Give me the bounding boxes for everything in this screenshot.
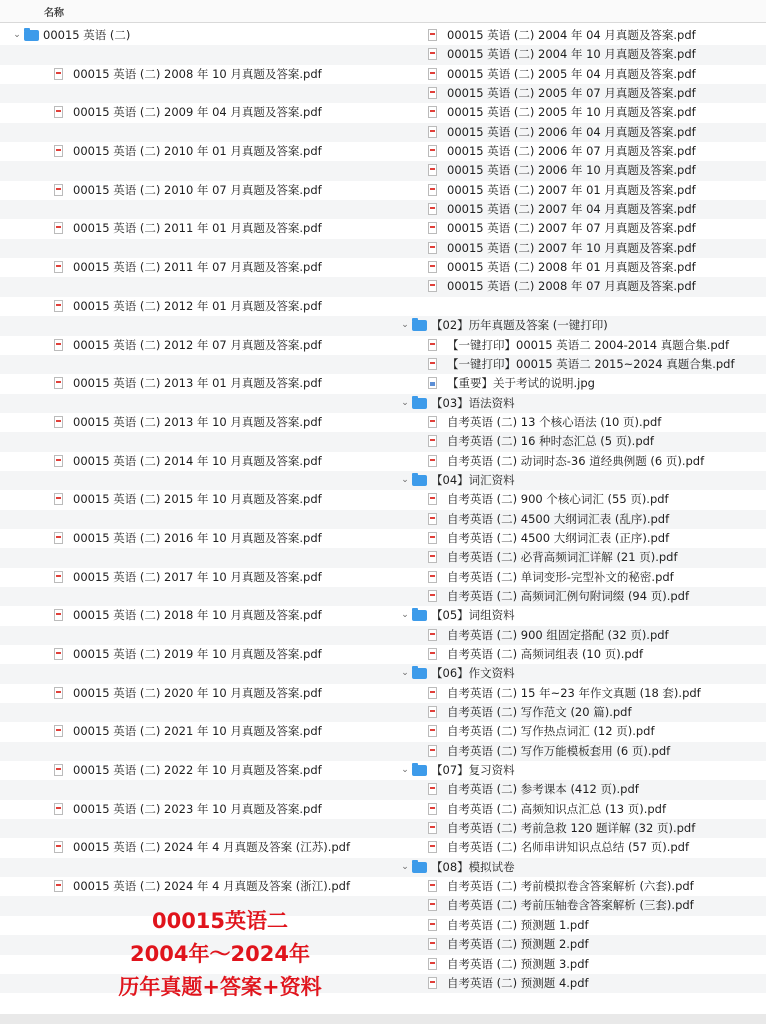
file-row[interactable] — [12, 761, 392, 780]
pdf-file-icon — [428, 551, 437, 563]
file-row[interactable] — [12, 65, 392, 84]
pdf-file-icon — [428, 29, 437, 41]
file-label: 00015 英语 (二) 2009 年 04 月真题及答案.pdf — [73, 105, 322, 120]
file-label: 00015 英语 (二) 2006 年 04 月真题及答案.pdf — [447, 124, 696, 139]
file-label: 00015 英语 (二) 2010 年 04 月真题及答案.pdf — [73, 163, 322, 178]
pdf-file-icon — [428, 899, 437, 911]
file-label: 00015 英语 (二) 2006 年 07 月真题及答案.pdf — [447, 144, 696, 159]
file-label: 【一键打印】00015 英语二 2015~2024 真题合集.pdf — [447, 356, 735, 371]
file-row[interactable] — [12, 258, 392, 277]
pdf-file-icon — [428, 783, 437, 795]
chevron-down-icon[interactable]: ⌄ — [401, 765, 409, 776]
empty-row — [386, 297, 766, 316]
file-label: 00015 英语 (二) 2010 年 07 月真题及答案.pdf — [73, 182, 322, 197]
folder-label: 【07】复习资料 — [431, 763, 515, 778]
pdf-file-icon — [54, 184, 63, 196]
pdf-file-icon — [428, 687, 437, 699]
file-label: 00015 英语 (二) 2005 年 10 月真题及答案.pdf — [447, 105, 696, 120]
pdf-file-icon — [54, 687, 63, 699]
pdf-file-icon — [428, 725, 437, 737]
file-label: 自考英语 (二) 写作范文 (20 篇).pdf — [447, 705, 632, 720]
pdf-file-icon — [54, 106, 63, 118]
pdf-file-icon — [428, 880, 437, 892]
file-row[interactable] — [386, 529, 766, 548]
file-row[interactable] — [386, 780, 766, 799]
file-label: 00015 英语 (二) 2021 年 04 月真题及答案.pdf — [73, 705, 322, 720]
file-label: 00015 英语 (二) 2009 年 07 月真题及答案.pdf — [73, 124, 322, 139]
file-label: 00015 英语 (二) 2015 年 10 月真题及答案.pdf — [73, 492, 322, 507]
file-label: 自考英语 (二) 16 种时态汇总 (5 页).pdf — [447, 434, 654, 449]
chevron-down-icon[interactable]: ⌄ — [27, 49, 35, 60]
file-row[interactable] — [386, 568, 766, 587]
folder-row[interactable] — [386, 471, 766, 490]
folder-label: 【03】语法资料 — [431, 395, 515, 410]
pdf-file-icon — [428, 339, 437, 351]
pdf-file-icon — [54, 145, 63, 157]
file-row[interactable] — [12, 529, 392, 548]
file-label: 自考英语 (二) 动词时态-36 道经典例题 (6 页).pdf — [447, 453, 705, 468]
file-label: 自考英语 (二) 预测题 2.pdf — [447, 937, 589, 952]
folder-row[interactable] — [386, 606, 766, 625]
file-row[interactable] — [386, 413, 766, 432]
pdf-file-icon — [428, 919, 437, 931]
file-label: 00015 英语 (二) 2019 年 4 月真题及答案.pdf — [73, 627, 315, 642]
file-row[interactable] — [386, 838, 766, 857]
file-row[interactable] — [386, 200, 766, 219]
pdf-file-icon — [428, 416, 437, 428]
file-row[interactable] — [386, 258, 766, 277]
pdf-file-icon — [428, 106, 437, 118]
file-row[interactable] — [386, 45, 766, 64]
file-row[interactable] — [386, 703, 766, 722]
pdf-file-icon — [428, 184, 437, 196]
pdf-file-icon — [54, 880, 63, 892]
file-label: 00015 英语 (二) 2018 年 4 月真题及答案.pdf — [73, 588, 315, 603]
pdf-file-icon — [428, 532, 437, 544]
file-row[interactable] — [386, 123, 766, 142]
file-label: 00015 英语 (二) 2011 年 04 月真题及答案.pdf — [73, 240, 322, 255]
file-label: 自考英语 (二) 900 个核心词汇 (55 页).pdf — [447, 492, 669, 507]
file-label: 00015 英语 (二) 2011 年 01 月真题及答案.pdf — [73, 221, 322, 236]
file-label: 自考英语 (二) 高频词组表 (10 页).pdf — [447, 647, 644, 661]
pdf-file-icon — [428, 203, 437, 215]
chevron-down-icon[interactable]: ⌄ — [13, 30, 21, 40]
file-label: 自考英语 (二) 单词变形-完型补文的秘密.pdf — [447, 569, 674, 584]
file-label: 自考英语 (二) 考前急救 120 题详解 (32 页).pdf — [447, 821, 696, 836]
file-label: 00015 英语 (二) 2010 年 01 月真题及答案.pdf — [73, 144, 322, 159]
file-row[interactable] — [386, 626, 766, 645]
pdf-file-icon — [54, 764, 63, 776]
folder-label: 【08】模拟试卷 — [431, 859, 515, 874]
column-header[interactable] — [0, 0, 766, 23]
file-label: 00015 英语 (二) 2007 年 01 月真题及答案.pdf — [447, 182, 696, 197]
file-label: 自考英语 (二) 高频知识点汇总 (13 页).pdf — [447, 801, 667, 816]
file-label: 00015 英语 (二) 2010 年 10 月真题及答案.pdf — [73, 202, 322, 217]
folder-label: 【04】词汇资料 — [431, 472, 515, 487]
pdf-file-icon — [428, 571, 437, 583]
file-row[interactable] — [386, 800, 766, 819]
folder-icon — [24, 30, 39, 41]
file-label: 00015 英语 (二) 2006 年 10 月真题及答案.pdf — [447, 163, 696, 178]
chevron-down-icon[interactable]: ⌄ — [401, 610, 409, 621]
file-label: 00015 英语 (二) 2005 年 07 月真题及答案.pdf — [447, 86, 696, 101]
file-label: 自考英语 (二) 预测题 4.pdf — [447, 975, 589, 990]
pdf-file-icon — [54, 339, 63, 351]
file-tree-right — [386, 26, 766, 993]
pdf-file-icon — [428, 822, 437, 834]
pdf-file-icon — [54, 377, 63, 389]
file-row[interactable] — [386, 896, 766, 915]
folder-label: 【06】作文资料 — [431, 666, 515, 681]
image-file-icon — [428, 377, 437, 389]
file-row[interactable] — [386, 684, 766, 703]
file-row[interactable] — [12, 684, 392, 703]
file-row[interactable] — [386, 916, 766, 935]
file-label: 00015 英语 (二) 2023 年 10 月真题及答案.pdf — [73, 801, 322, 816]
file-row[interactable] — [386, 355, 766, 374]
folder-icon — [412, 475, 427, 486]
file-tree-left — [12, 26, 392, 896]
file-row[interactable] — [386, 432, 766, 451]
file-row[interactable] — [12, 452, 392, 471]
file-row[interactable] — [12, 722, 392, 741]
pdf-file-icon — [54, 300, 63, 312]
file-row[interactable] — [386, 742, 766, 761]
pdf-file-icon — [428, 242, 437, 254]
pdf-file-icon — [428, 164, 437, 176]
name-column-label[interactable]: 名称 — [44, 8, 64, 19]
file-row[interactable] — [386, 935, 766, 954]
file-label: 00015 英语 (二) 2013 年 01 月真题及答案.pdf — [73, 376, 322, 391]
file-label: 自考英语 (二) 预测题 3.pdf — [447, 956, 589, 971]
pdf-file-icon — [428, 68, 437, 80]
pdf-file-icon — [54, 571, 63, 583]
file-row[interactable] — [386, 161, 766, 180]
folder-row[interactable] — [386, 394, 766, 413]
pdf-file-icon — [428, 977, 437, 989]
file-label: 00015 英语 (二) 2008 年 01 月真题及答案.pdf — [447, 260, 696, 275]
file-label: 自考英语 (二) 预测题 1.pdf — [447, 917, 589, 932]
folder-label: 【02】历年真题及答案 (一键打印) — [431, 318, 608, 333]
file-row[interactable] — [12, 413, 392, 432]
pdf-file-icon — [54, 68, 63, 80]
promo-line-1: 00015英语二 — [151, 909, 289, 933]
file-label: 【重要】关于考试的说明.jpg — [447, 376, 595, 391]
file-label: 自考英语 (二) 写作热点词汇 (12 页).pdf — [447, 724, 655, 739]
pdf-file-icon — [428, 493, 437, 505]
file-label: 00015 英语 (二) 2017 年 10 月真题及答案.pdf — [73, 569, 322, 584]
file-label: 00015 英语 (二) 2024 年 4 月真题及答案 (上海).pdf — [73, 859, 351, 874]
promo-overlay — [70, 905, 370, 1004]
pdf-file-icon — [54, 416, 63, 428]
pdf-file-icon — [54, 455, 63, 467]
folder-label: 00015 英语 (二) — [43, 28, 131, 42]
file-label: 00015 英语 (二) 2007 年 04 月真题及答案.pdf — [447, 202, 696, 217]
file-row[interactable] — [12, 877, 392, 896]
bottom-scrollbar[interactable] — [0, 1014, 766, 1024]
file-label: 00015 英语 (二) 2007 年 10 月真题及答案.pdf — [447, 240, 696, 255]
file-label: 自考英语 (二) 参考课本 (412 页).pdf — [447, 782, 639, 797]
file-row[interactable] — [386, 219, 766, 238]
pdf-file-icon — [428, 629, 437, 641]
file-label: 00015 英语 (二) 2019 年 10 月真题及答案.pdf — [73, 647, 322, 661]
file-label: 自考英语 (二) 4500 大纲词汇表 (正序).pdf — [447, 530, 670, 545]
file-label: 00015 英语 (二) 2012 年 04 月真题及答案.pdf — [73, 318, 322, 333]
pdf-file-icon — [428, 87, 437, 99]
folder-row[interactable] — [386, 316, 766, 335]
file-label: 00015 英语 (二) 2013 年 10 月真题及答案.pdf — [73, 414, 322, 429]
promo-line-3: 历年真题+答案+资料 — [118, 975, 322, 999]
file-label: 00015 英语 (二) 2012 年 01 月真题及答案.pdf — [73, 298, 322, 313]
file-label: 00015 英语 (二) 2024 年 4 月真题及答案 (广东).pdf — [73, 821, 351, 836]
folder-row[interactable] — [386, 858, 766, 877]
folder-row[interactable] — [386, 761, 766, 780]
pdf-file-icon — [54, 803, 63, 815]
pdf-file-icon — [54, 648, 63, 660]
chevron-down-icon[interactable]: ⌄ — [401, 668, 409, 679]
file-label: 00015 英语 (二) 2012 年 07 月真题及答案.pdf — [73, 337, 322, 352]
file-row[interactable] — [12, 181, 392, 200]
file-label: 自考英语 (二) 考前压轴卷含答案解析 (三套).pdf — [447, 898, 694, 913]
file-label: 自考英语 (二) 必背高频词汇详解 (21 页).pdf — [447, 550, 678, 565]
file-row[interactable] — [386, 974, 766, 993]
file-label: 【一键打印】00015 英语二 2004-2014 真题合集.pdf — [447, 337, 730, 352]
pdf-file-icon — [428, 435, 437, 447]
pdf-file-icon — [428, 938, 437, 950]
folder-icon — [412, 398, 427, 409]
file-label: 00015 英语 (二) 2023 年 04 月真题及答案.pdf — [73, 782, 322, 797]
file-row[interactable] — [12, 336, 392, 355]
file-row[interactable] — [12, 568, 392, 587]
folder-label: 【01】历年真题及答案 (2004～2024) — [57, 47, 258, 62]
file-label: 自考英语 (二) 名师串讲知识点总结 (57 页).pdf — [447, 840, 690, 855]
file-label: 00015 英语 (二) 2008 年 07 月真题及答案.pdf — [447, 279, 696, 294]
file-row[interactable] — [386, 84, 766, 103]
file-row[interactable] — [12, 374, 392, 393]
file-label: 00015 英语 (二) 2014 年 04 月真题及答案.pdf — [73, 434, 322, 449]
file-row[interactable] — [12, 800, 392, 819]
file-row[interactable] — [12, 838, 392, 857]
pdf-file-icon — [428, 745, 437, 757]
file-label: 自考英语 (二) 4500 大纲词汇表 (乱序).pdf — [447, 511, 670, 526]
pdf-file-icon — [428, 590, 437, 602]
folder-icon — [412, 320, 427, 331]
file-label: 00015 英语 (二) 2016 年 10 月真题及答案.pdf — [73, 530, 322, 545]
folder-row[interactable] — [12, 26, 392, 45]
pdf-file-icon — [428, 358, 437, 370]
file-label: 自考英语 (二) 15 年~23 年作文真题 (18 套).pdf — [447, 685, 701, 700]
folder-icon — [412, 610, 427, 621]
file-row[interactable] — [386, 645, 766, 664]
file-label: 00015 英语 (二) 2013 年 04 月真题及答案.pdf — [73, 395, 322, 410]
file-label: 自考英语 (二) 13 个核心语法 (10 页).pdf — [447, 414, 662, 429]
chevron-down-icon[interactable]: ⌄ — [401, 861, 409, 872]
file-row[interactable] — [386, 374, 766, 393]
chevron-down-icon[interactable]: ⌄ — [401, 320, 409, 331]
file-row[interactable] — [12, 606, 392, 625]
file-row[interactable] — [386, 490, 766, 509]
promo-line-2: 2004年～2024年 — [130, 942, 310, 966]
file-label: 00015 英语 (二) 2020 年 10 月真题及答案.pdf — [73, 685, 322, 700]
file-label: 00015 英语 (二) 2022 年 10 月真题及答案.pdf — [73, 763, 322, 778]
pdf-file-icon — [428, 803, 437, 815]
folder-icon — [412, 765, 427, 776]
file-row[interactable] — [386, 277, 766, 296]
folder-icon — [412, 862, 427, 873]
pdf-file-icon — [428, 958, 437, 970]
pdf-file-icon — [54, 222, 63, 234]
folder-row[interactable] — [386, 664, 766, 683]
file-label: 00015 英语 (二) 2016 年 04 月真题及答案.pdf — [73, 511, 322, 526]
file-label: 00015 英语 (二) 2009 年 01 月真题及答案.pdf — [73, 86, 322, 101]
file-label: 00015 英语 (二) 2014 年 10 月真题及答案.pdf — [73, 453, 322, 468]
file-label: 00015 英语 (二) 2017 年 04 月真题及答案.pdf — [73, 550, 322, 565]
file-label: 00015 英语 (二) 2015 年 4 月真题及答案.pdf — [73, 472, 315, 487]
pdf-file-icon — [428, 126, 437, 138]
pdf-file-icon — [428, 513, 437, 525]
file-row[interactable] — [12, 645, 392, 664]
file-label: 00015 英语 (二) 2011 年 07 月真题及答案.pdf — [73, 260, 322, 275]
pdf-file-icon — [54, 261, 63, 273]
folder-icon — [412, 668, 427, 679]
chevron-down-icon[interactable]: ⌄ — [401, 474, 409, 485]
file-label: 00015 英语 (二) 2007 年 07 月真题及答案.pdf — [447, 221, 696, 236]
file-label: 自考英语 (二) 写作万能模板套用 (6 页).pdf — [447, 743, 671, 758]
file-row[interactable] — [386, 65, 766, 84]
file-row[interactable] — [386, 181, 766, 200]
file-row[interactable] — [12, 142, 392, 161]
file-row[interactable] — [12, 219, 392, 238]
pdf-file-icon — [428, 648, 437, 660]
pdf-file-icon — [428, 280, 437, 292]
file-label: 00015 英语 (二) 2024 年 4 月真题及答案 (江苏).pdf — [73, 840, 351, 855]
file-row[interactable] — [386, 142, 766, 161]
file-label: 自考英语 (二) 考前模拟卷含答案解析 (六套).pdf — [447, 879, 694, 894]
file-label: 自考英语 (二) 高频词汇例句附词缀 (94 页).pdf — [447, 588, 690, 603]
file-label: 00015 英语 (二) 2018 年 10 月真题及答案.pdf — [73, 608, 322, 623]
pdf-file-icon — [428, 706, 437, 718]
pdf-file-icon — [428, 222, 437, 234]
file-label: 00015 英语 (二) 2005 年 04 月真题及答案.pdf — [447, 66, 696, 81]
file-row[interactable] — [12, 297, 392, 316]
file-row[interactable] — [12, 490, 392, 509]
file-row[interactable] — [386, 510, 766, 529]
file-label: 00015 英语 (二) 2024 年 4 月真题及答案 (浙江).pdf — [73, 879, 351, 894]
file-row[interactable] — [386, 548, 766, 567]
file-row[interactable] — [386, 587, 766, 606]
file-label: 00015 英语 (二) 2021 年 10 月真题及答案.pdf — [73, 724, 322, 739]
file-row[interactable] — [12, 103, 392, 122]
pdf-file-icon — [54, 493, 63, 505]
chevron-down-icon[interactable]: ⌄ — [401, 397, 409, 408]
file-label: 00015 英语 (二) 2022 年 04 月真题及答案.pdf — [73, 743, 322, 758]
file-row[interactable] — [386, 819, 766, 838]
file-label: 00015 英语 (二) 2012 年 10 月真题及答案.pdf — [73, 356, 322, 371]
pdf-file-icon — [54, 725, 63, 737]
file-row[interactable] — [386, 103, 766, 122]
file-label: 自考英语 (二) 900 组固定搭配 (32 页).pdf — [447, 627, 669, 642]
pdf-file-icon — [428, 455, 437, 467]
file-row[interactable] — [386, 26, 766, 45]
file-label: 00015 英语 (二) 2011 年 10 月真题及答案.pdf — [73, 279, 322, 294]
file-row[interactable] — [386, 877, 766, 896]
pdf-file-icon — [54, 841, 63, 853]
file-row[interactable] — [386, 722, 766, 741]
pdf-file-icon — [428, 145, 437, 157]
file-label: 00015 英语 (二) 2004 年 10 月真题及答案.pdf — [447, 47, 696, 62]
folder-label: 【05】词组资料 — [431, 608, 515, 623]
file-row[interactable] — [386, 239, 766, 258]
file-row[interactable] — [386, 955, 766, 974]
pdf-file-icon — [428, 48, 437, 60]
pdf-file-icon — [428, 841, 437, 853]
file-label: 00015 英语 (二) 2020 年 08 月真题及答案.pdf — [73, 666, 322, 681]
file-label: 00015 英语 (二) 2008 年 10 月真题及答案.pdf — [73, 66, 322, 81]
file-label: 00015 英语 (二) 2004 年 04 月真题及答案.pdf — [447, 28, 696, 42]
file-row[interactable] — [386, 336, 766, 355]
pdf-file-icon — [54, 609, 63, 621]
file-row[interactable] — [386, 452, 766, 471]
pdf-file-icon — [54, 532, 63, 544]
pdf-file-icon — [428, 261, 437, 273]
